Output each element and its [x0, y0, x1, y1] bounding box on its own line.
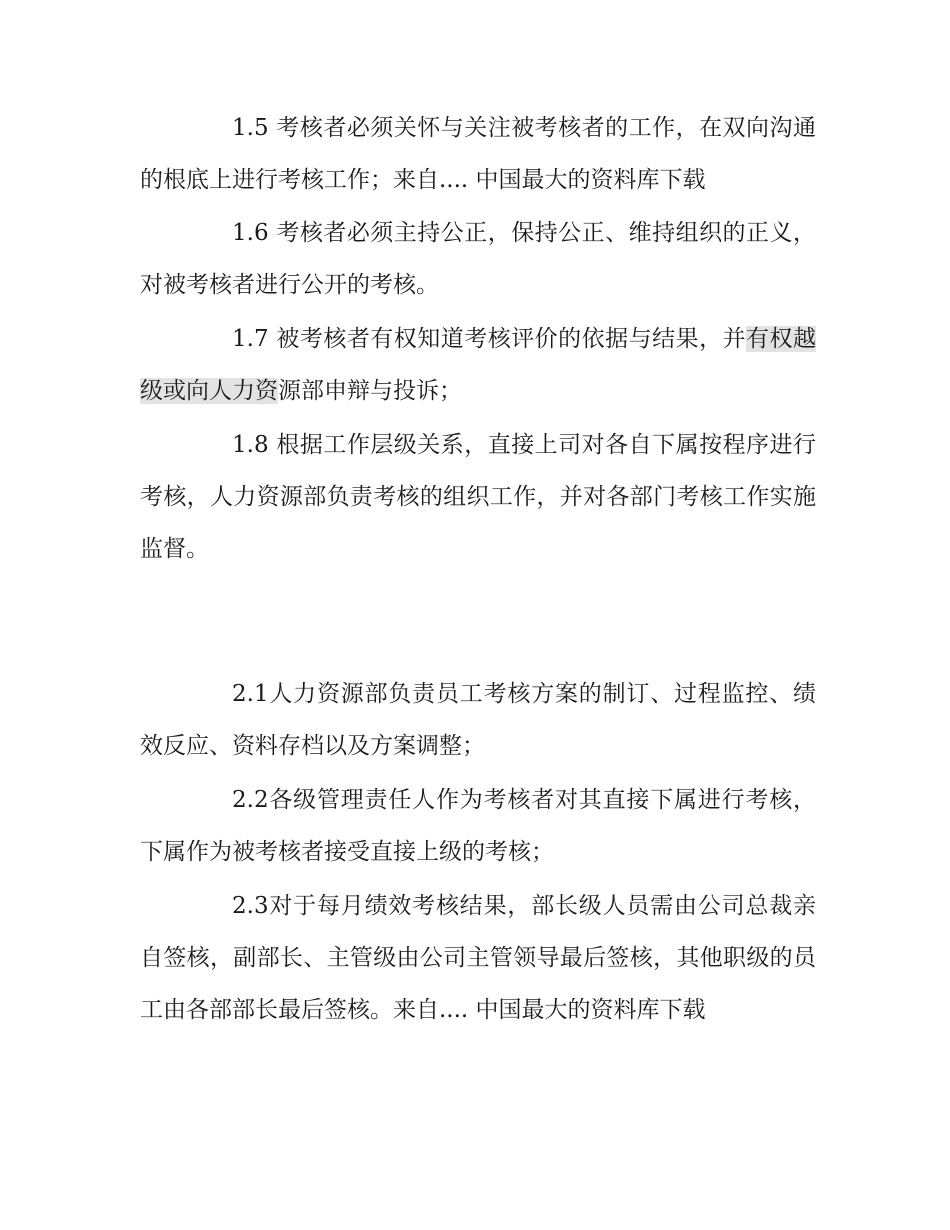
paragraph-1-7-text: 1.7 被考核者有权知道考核评价的依据与结果，并	[232, 326, 747, 352]
paragraph-2-1-text: 2.1人力资源部负责员工考核方案的制订、过程监控、绩效反应、资料存档以及方案调整；	[140, 681, 816, 759]
paragraph-1-6-text: 1.6 考核者必须主持公正，保持公正、维持组织的正义，对被考核者进行公开的考核。	[140, 220, 816, 298]
paragraph-1-7-text-end: 源部申辩与投诉；	[278, 378, 462, 404]
paragraph-2-2	[140, 774, 816, 878]
paragraph-1-8	[140, 419, 816, 575]
paragraph-1-7	[140, 313, 816, 417]
paragraph-2-3-text: 2.3对于每月绩效考核结果，部长级人员需由公司总裁亲自签核，副部长、主管级由公司主管领导最后签核，其他职级的员工由各部部长最后签核。来自.... 中国最大的资料库下载	[140, 893, 816, 1023]
paragraph-2-2-text: 2.2各级管理责任人作为考核者对其直接下属进行考核，下属作为被考核者接受直接上级的考核；	[140, 787, 816, 865]
highlighted-text: 有权越级或向人力资	[140, 326, 817, 404]
paragraph-2-3	[140, 880, 816, 1036]
paragraph-1-5-text: 1.5 考核者必须关怀与关注被考核者的工作，在双向沟通的根底上进行考核工作；来自.... 中国最大的资料库下载	[140, 115, 816, 193]
paragraph-2-1	[140, 668, 816, 772]
paragraph-1-8-text: 1.8 根据工作层级关系，直接上司对各自下属按程序进行考核，人力资源部负责考核的组织工作，并对各部门考核工作实施监督。	[140, 432, 816, 562]
paragraph-1-6	[140, 207, 816, 311]
paragraph-1-5	[140, 102, 816, 206]
